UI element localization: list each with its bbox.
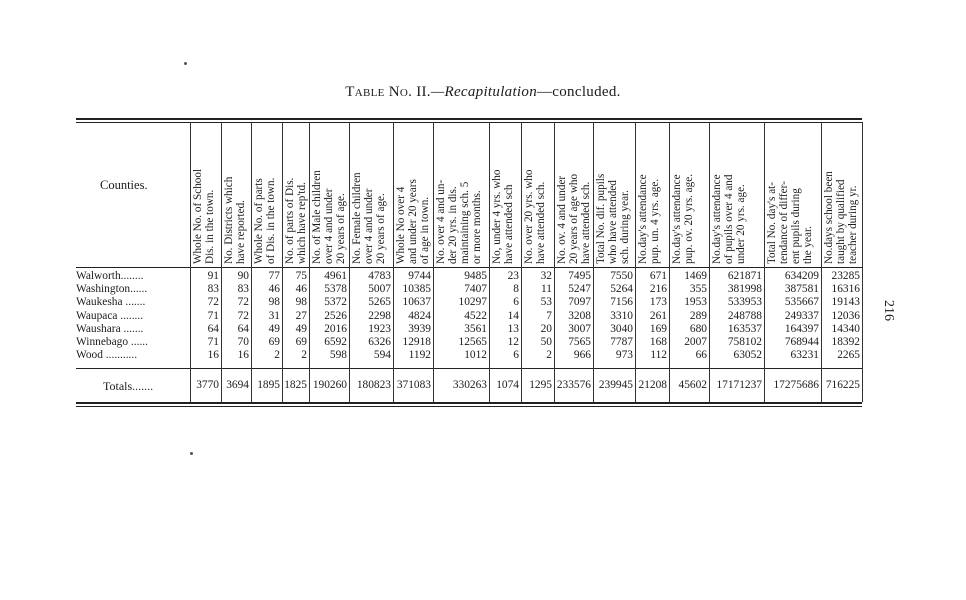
table-cell: 98 [268, 296, 280, 308]
column-header [637, 124, 668, 264]
table-row [76, 336, 862, 349]
table-cell: 1953 [684, 296, 707, 308]
table-cell: 261 [649, 310, 667, 322]
column-header-text: Whole No. of parts of Dis. in the town. [253, 177, 277, 264]
table-cell: 2 [546, 349, 552, 361]
table-cell: 5247 [568, 283, 591, 295]
table-cell: 6 [513, 296, 519, 308]
column-header [351, 124, 392, 264]
table-cell: 7495 [568, 270, 591, 282]
column-header [523, 124, 553, 264]
county-name: Waushara ....... [76, 323, 144, 335]
table-cell: 5372 [324, 296, 347, 308]
column-header [711, 124, 763, 264]
column-header-text: Whole No. of School Dis. in the town. [192, 168, 216, 264]
table-cell: 233576 [556, 379, 591, 391]
table-cell: 1192 [408, 349, 431, 361]
table-cell: 19143 [831, 296, 860, 308]
column-header-text: No. over 4 and un- der 20 yrs. in dis. maintaining sch. 5 or more months. [435, 179, 483, 264]
table-cell: 46 [295, 283, 307, 295]
column-header-text: No.day's attendance of pupils over 4 and under 20 yrs. age. [711, 174, 747, 264]
table-cell: 66 [695, 349, 707, 361]
bottom-rule-thin [76, 406, 862, 407]
county-name: Winnebago ...... [76, 336, 148, 348]
column-header-text: Total No. dif. pupils who have attended sch. during year. [595, 173, 631, 264]
table-cell: 168 [649, 336, 667, 348]
table-cell: 3561 [464, 323, 487, 335]
column-header-text: No, under 4 yrs. who have attended sch [491, 169, 515, 264]
column-header [766, 124, 820, 264]
table-cell: 3040 [610, 323, 633, 335]
table-cell: 71 [207, 336, 219, 348]
table-cell: 173 [649, 296, 667, 308]
table-cell: 598 [329, 349, 347, 361]
table-cell: 21208 [638, 379, 667, 391]
column-header [395, 124, 432, 264]
table-cell: 53 [540, 296, 552, 308]
table-cell: 387581 [784, 283, 819, 295]
table-cell: 9485 [464, 270, 487, 282]
county-name: Washington...... [76, 283, 148, 295]
table-cell: 381998 [727, 283, 762, 295]
table-cell: 3310 [610, 310, 633, 322]
table-cell: 10637 [402, 296, 431, 308]
column-header [192, 124, 220, 264]
table-cell: 72 [207, 296, 219, 308]
table-cell: 72 [237, 310, 249, 322]
table-cell: 289 [689, 310, 707, 322]
table-cell: 12565 [458, 336, 487, 348]
table-cell: 634209 [784, 270, 819, 282]
title-prefix: Table No. II. [345, 84, 431, 100]
column-header-text: No. ov. 4 and under 20 years of age who have attended sch. [556, 173, 592, 264]
table-cell: 4961 [324, 270, 347, 282]
table-cell: 164397 [784, 323, 819, 335]
table-cell: 90 [237, 270, 249, 282]
table-cell: 69 [295, 336, 307, 348]
table-cell: 83 [237, 283, 249, 295]
table-cell: 330263 [452, 379, 487, 391]
table-cell: 14340 [831, 323, 860, 335]
table-cell: 2526 [324, 310, 347, 322]
table-cell: 6592 [324, 336, 347, 348]
column-header [491, 124, 520, 264]
table-cell: 12 [507, 336, 519, 348]
totals-rule [76, 368, 862, 369]
counties-header: Counties. [100, 178, 148, 192]
column-header [253, 124, 281, 264]
table-cell: 75 [295, 270, 307, 282]
table-cell: 49 [295, 323, 307, 335]
table-cell: 1012 [464, 349, 487, 361]
table-cell: 355 [689, 283, 707, 295]
table-cell: 2 [301, 349, 307, 361]
table-cell: 63231 [790, 349, 819, 361]
table-row [76, 270, 862, 283]
column-divider [862, 122, 863, 402]
table-cell: 45602 [678, 379, 707, 391]
table-cell: 1074 [496, 379, 519, 391]
paper-speck [184, 62, 187, 65]
table-cell: 71 [207, 310, 219, 322]
table-cell: 31 [268, 310, 280, 322]
table-cell: 5007 [368, 283, 391, 295]
table-cell: 4783 [368, 270, 391, 282]
table-cell: 9744 [408, 270, 431, 282]
table-cell: 27 [295, 310, 307, 322]
table-cell: 23285 [831, 270, 860, 282]
table-cell: 70 [237, 336, 249, 348]
totals-row [76, 379, 862, 392]
table-cell: 12036 [831, 310, 860, 322]
table-cell: 1895 [257, 379, 280, 391]
table-cell: 69 [268, 336, 280, 348]
table-cell: 716225 [825, 379, 860, 391]
table-cell: 10297 [458, 296, 487, 308]
table-cell: 16 [237, 349, 249, 361]
table-cell: 180823 [356, 379, 391, 391]
table-cell: 1295 [529, 379, 552, 391]
county-name: Wood ........... [76, 349, 138, 361]
table-cell: 6 [513, 349, 519, 361]
paper-speck [190, 452, 193, 455]
table-cell: 169 [649, 323, 667, 335]
table-cell: 7565 [568, 336, 591, 348]
top-rule-thin [76, 122, 862, 123]
county-name: Walworth........ [76, 270, 144, 282]
table-cell: 1469 [684, 270, 707, 282]
table-cell: 7407 [464, 283, 487, 295]
table-cell: 77 [268, 270, 280, 282]
table-cell: 46 [268, 283, 280, 295]
table-cell: 3770 [196, 379, 219, 391]
column-header-text: Whole No over 4 and under 20 years of age in town. [395, 179, 431, 264]
table-row [76, 310, 862, 323]
column-header-text: No. Districts which have reported. [223, 176, 247, 264]
county-name: Waukesha ....... [76, 296, 146, 308]
table-cell: 8 [513, 283, 519, 295]
column-header-text: Total No. day's at- tendance of differ- ent pupils during the year. [766, 181, 814, 264]
table-cell: 13 [507, 323, 519, 335]
column-header [284, 124, 308, 264]
table-cell: 98 [295, 296, 307, 308]
table-cell: 758102 [727, 336, 762, 348]
table-title [0, 84, 966, 101]
table-cell: 14 [507, 310, 519, 322]
table-cell: 1825 [284, 379, 307, 391]
column-header [311, 124, 348, 264]
table-cell: 216 [649, 283, 667, 295]
table-cell: 50 [540, 336, 552, 348]
table-cell: 248788 [727, 310, 762, 322]
table-cell: 2265 [837, 349, 860, 361]
table-cell: 64 [207, 323, 219, 335]
table-cell: 535667 [784, 296, 819, 308]
table-cell: 12918 [402, 336, 431, 348]
table-cell: 23 [507, 270, 519, 282]
header-rule [76, 267, 862, 268]
column-header-text: No. of Male children over 4 and under 20 years of age. [311, 170, 347, 264]
table-cell: 7787 [610, 336, 633, 348]
column-header [435, 124, 488, 264]
county-name: Waupaca ........ [76, 310, 144, 322]
table-row [76, 323, 862, 336]
table-cell: 533953 [727, 296, 762, 308]
table-cell: 20 [540, 323, 552, 335]
table-cell: 680 [689, 323, 707, 335]
table-cell: 3939 [408, 323, 431, 335]
column-header-text: No.day's attendance pup. un. 4 yrs. age. [637, 174, 661, 264]
table-cell: 7550 [610, 270, 633, 282]
table-cell: 83 [207, 283, 219, 295]
table-cell: 2 [274, 349, 280, 361]
column-header [223, 124, 250, 264]
table-cell: 5264 [610, 283, 633, 295]
table-cell: 621871 [727, 270, 762, 282]
table-cell: 966 [573, 349, 591, 361]
title-italic: —Recapitulation [430, 84, 537, 100]
table-cell: 2298 [368, 310, 391, 322]
table-cell: 163537 [727, 323, 762, 335]
table-cell: 594 [373, 349, 391, 361]
table-cell: 64 [237, 323, 249, 335]
table-cell: 4824 [408, 310, 431, 322]
table-cell: 1923 [368, 323, 391, 335]
table-cell: 16316 [831, 283, 860, 295]
table-cell: 16 [207, 349, 219, 361]
page-number: 216 [881, 300, 896, 321]
table-cell: 3007 [568, 323, 591, 335]
table-cell: 91 [207, 270, 219, 282]
table-cell: 2007 [684, 336, 707, 348]
table-cell: 10385 [402, 283, 431, 295]
table-cell: 3694 [226, 379, 249, 391]
table-cell: 49 [268, 323, 280, 335]
column-header-text: No.days school been taught by qualified teacher during yr. [823, 171, 859, 264]
table-cell: 671 [649, 270, 667, 282]
table-cell: 2016 [324, 323, 347, 335]
column-header-text: No. Female children over 4 and under 20 years of age. [351, 172, 387, 264]
table-cell: 17171237 [716, 379, 762, 391]
title-suffix: —concluded. [537, 84, 621, 100]
table-cell: 17275686 [773, 379, 819, 391]
column-header [595, 124, 634, 264]
column-header-text: No. of parts of Dis. which have rep'td. [284, 177, 308, 264]
table-cell: 7097 [568, 296, 591, 308]
table-cell: 249337 [784, 310, 819, 322]
table-cell: 371083 [396, 379, 431, 391]
column-header [823, 124, 861, 264]
column-header [671, 124, 708, 264]
table-cell: 63052 [733, 349, 762, 361]
column-header-text: No. over 20 yrs. who have attended sch. [523, 169, 547, 264]
table-cell: 6326 [368, 336, 391, 348]
table-cell: 5265 [368, 296, 391, 308]
table-cell: 18392 [831, 336, 860, 348]
table-cell: 72 [237, 296, 249, 308]
bottom-rule [76, 402, 862, 404]
table-cell: 3208 [568, 310, 591, 322]
table-cell: 239945 [598, 379, 633, 391]
table-row [76, 349, 862, 362]
column-header [556, 124, 592, 264]
table-row [76, 296, 862, 309]
table-cell: 768944 [784, 336, 819, 348]
column-header-text: No.day's attendance pup. ov. 20 yrs. age. [671, 173, 695, 264]
table-cell: 4522 [464, 310, 487, 322]
table-cell: 7156 [610, 296, 633, 308]
totals-label: Totals....... [103, 379, 154, 393]
table-cell: 7 [546, 310, 552, 322]
table-cell: 32 [540, 270, 552, 282]
table-cell: 5378 [324, 283, 347, 295]
table-cell: 190260 [312, 379, 347, 391]
table-cell: 112 [650, 349, 667, 361]
top-rule [76, 118, 862, 120]
table-row [76, 283, 862, 296]
table-cell: 11 [541, 283, 552, 295]
table-cell: 973 [615, 349, 633, 361]
